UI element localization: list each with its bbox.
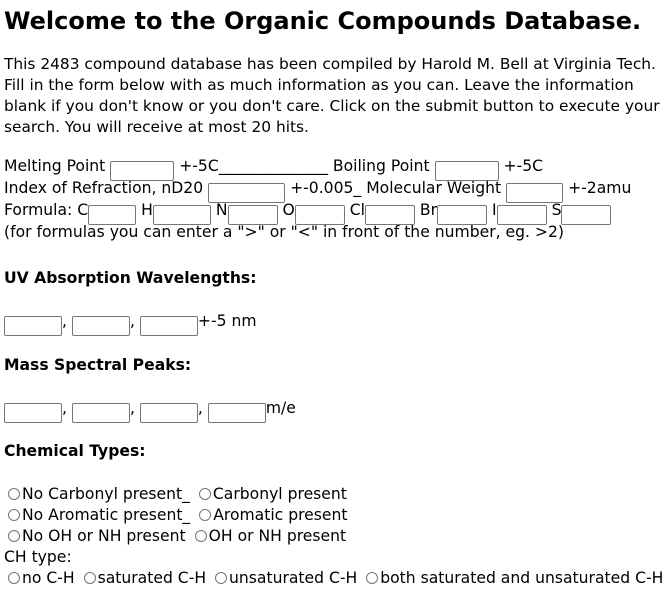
chemical-types-heading: Chemical Types:	[4, 442, 146, 460]
formula-br-label: Br	[419, 201, 438, 219]
formula-label: Formula: C	[4, 201, 89, 219]
mass-input-1[interactable]	[4, 403, 62, 423]
refraction-mw-row	[4, 177, 662, 199]
oh-nh-radio[interactable]	[195, 530, 207, 542]
no-carbonyl-label: No Carbonyl present_	[22, 485, 190, 503]
boiling-point-label: Boiling Point	[332, 157, 430, 175]
molecular-weight-label: Molecular Weight	[366, 179, 502, 197]
formula-row	[4, 199, 662, 221]
saturated-ch-label: saturated C-H	[97, 569, 207, 587]
mass-input-4[interactable]	[208, 403, 266, 423]
oh-nh-row	[4, 526, 663, 547]
unsaturated-ch-radio[interactable]	[215, 572, 227, 584]
oh-nh-label: OH or NH present	[208, 527, 347, 545]
carbonyl-radio[interactable]	[199, 488, 211, 500]
uv-heading: UV Absorption Wavelengths:	[4, 269, 257, 287]
both-ch-label: both saturated and unsaturated C-H	[380, 569, 664, 587]
carbonyl-row	[4, 484, 663, 505]
no-aromatic-radio[interactable]	[8, 509, 20, 521]
mass-heading: Mass Spectral Peaks:	[4, 356, 192, 374]
uv-unit: +-5 nm	[197, 312, 257, 330]
mass-separator: ,	[62, 399, 67, 417]
refraction-label: Index of Refraction, nD20	[4, 179, 204, 197]
formula-note: (for formulas you can enter a ">" or "<" in front of the number, eg. >2)	[4, 223, 564, 241]
formula-cl-label: Cl	[349, 201, 365, 219]
uv-input-1[interactable]	[4, 316, 62, 336]
no-oh-nh-radio[interactable]	[8, 530, 20, 542]
formula-s-input[interactable]	[561, 205, 611, 225]
mass-row	[4, 398, 296, 423]
formula-i-label: I	[492, 201, 497, 219]
saturated-ch-radio[interactable]	[84, 572, 96, 584]
melting-point-label: Melting Point	[4, 157, 106, 175]
ch-type-row	[4, 568, 663, 589]
page	[4, 0, 662, 243]
page-title: Welcome to the Organic Compounds Database.	[4, 7, 642, 35]
molecular-weight-tolerance: +-2amu	[568, 179, 632, 197]
aromatic-radio[interactable]	[199, 509, 211, 521]
aromatic-label: Aromatic present	[213, 506, 348, 524]
carbonyl-label: Carbonyl present	[212, 485, 347, 503]
uv-input-3[interactable]	[140, 316, 198, 336]
no-carbonyl-radio[interactable]	[8, 488, 20, 500]
boiling-point-tolerance: +-5C	[503, 157, 544, 175]
mass-unit: m/e	[265, 399, 296, 417]
uv-separator: ,	[129, 312, 135, 330]
no-ch-label: no C-H	[22, 569, 75, 587]
melting-point-tolerance: +-5C______________	[179, 157, 328, 175]
refraction-tolerance: +-0.005_	[290, 179, 362, 197]
formula-s-label: S	[551, 201, 562, 219]
no-oh-nh-label: No OH or NH present	[22, 527, 186, 545]
aromatic-row	[4, 505, 663, 526]
melting-boiling-row	[4, 155, 662, 177]
ch-type-label: CH type:	[4, 548, 72, 566]
mass-separator: ,	[129, 399, 135, 417]
chemical-types-options	[4, 484, 663, 589]
formula-h-label: H	[141, 201, 153, 219]
formula-o-label: O	[282, 201, 295, 219]
no-ch-radio[interactable]	[8, 572, 20, 584]
mass-input-2[interactable]	[72, 403, 130, 423]
uv-separator: ,	[62, 312, 67, 330]
no-aromatic-label: No Aromatic present_	[22, 506, 191, 524]
both-ch-radio[interactable]	[366, 572, 378, 584]
intro-text: This 2483 compound database has been compiled by Harold M. Bell at Virginia Tech. Fill in the form below with as much information as you can. Leave the information blank if you don't know or you don't care. Click on the submit button to execute your search. You will receive at most 20 hits.	[4, 55, 660, 136]
mass-input-3[interactable]	[140, 403, 198, 423]
mass-separator: ,	[197, 399, 203, 417]
formula-n-label: N	[215, 201, 228, 219]
unsaturated-ch-label: unsaturated C-H	[229, 569, 358, 587]
uv-row	[4, 311, 257, 336]
search-form	[4, 155, 662, 243]
uv-input-2[interactable]	[72, 316, 130, 336]
